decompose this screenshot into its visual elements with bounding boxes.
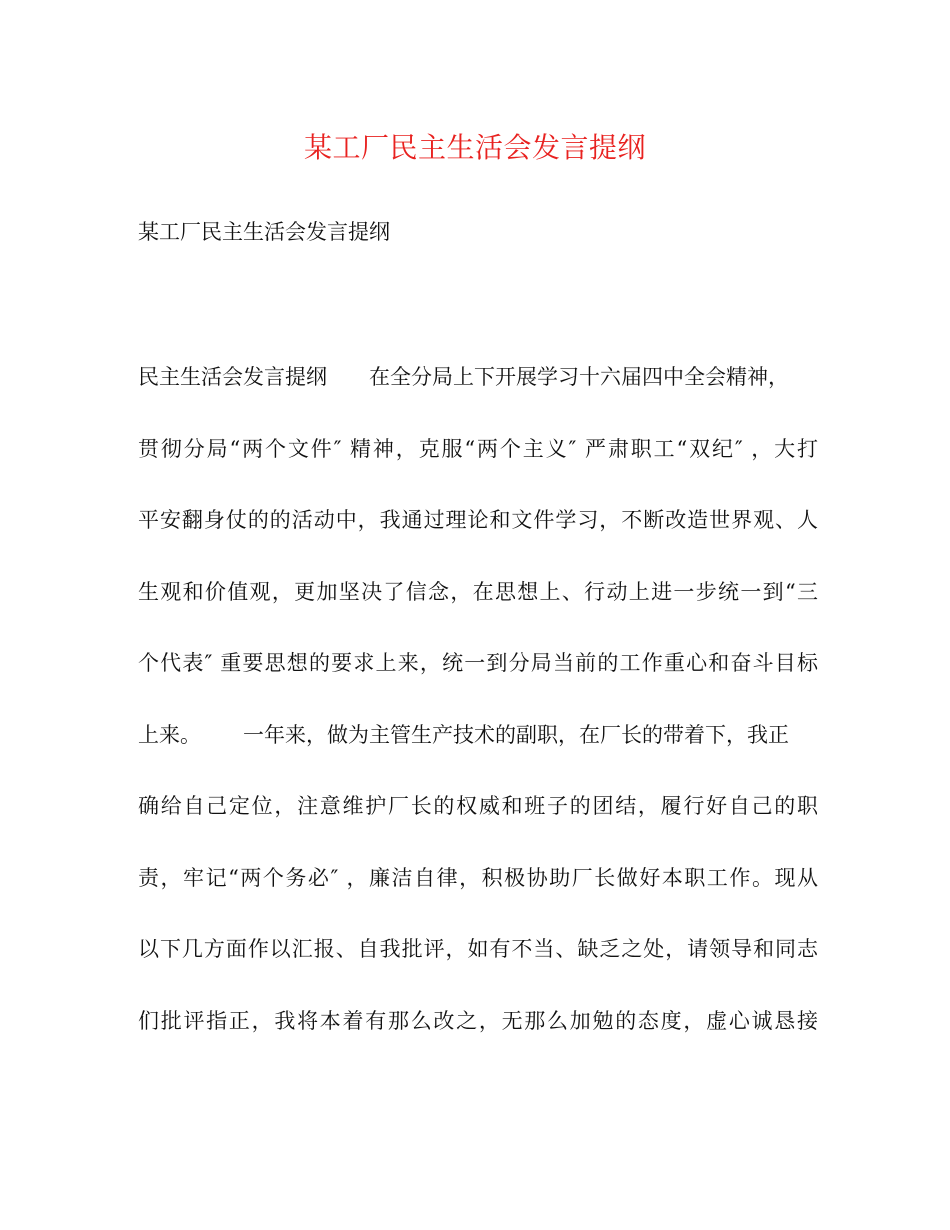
document-subtitle: 某工厂民主生活会发言提纲 (138, 220, 390, 244)
document-title: 某工厂民主生活会发言提纲 (303, 131, 646, 164)
section-heading: 民主生活会发言提纲 (138, 365, 327, 389)
body-line-6-text: 一年来，做为主管生产技术的副职，在厂长的带着下，我正 (243, 722, 789, 747)
body-line-4: 生观和价值观，更加坚决了信念，在思想上、行动上进一步统一到“三 (138, 579, 818, 604)
body-line-10: 们批评指正，我将本着有那么改之，无那么加勉的态度，虚心诚恳接 (138, 1008, 818, 1033)
body-line-9: 以下几方面作以汇报、自我批评，如有不当、缺乏之处，请领导和同志 (138, 937, 818, 961)
body-line-1 (138, 360, 818, 432)
body-line-1-text: 在全分局上下开展学习十六届四中全会精神， (369, 365, 789, 389)
body-line-5: 个代表″ 重要思想的要求上来，统一到分局当前的工作重心和奋斗目标 (138, 651, 818, 675)
body-line-7: 确给自己定位，注意维护厂长的权威和班子的团结，履行好自己的职 (138, 794, 818, 818)
body-line-6-start: 上来。 (138, 722, 201, 747)
body-line-8: 责，牢记“两个务必″ ，廉洁自律，积极协助厂长做好本职工作。现从 (138, 865, 818, 890)
body-line-3: 平安翻身仗的的活动中，我通过理论和文件学习，不断改造世界观、人 (138, 508, 818, 532)
body-line-6 (138, 718, 818, 790)
document-body (138, 360, 818, 1075)
body-line-2: 贯彻分局“两个文件″ 精神，克服“两个主义″ 严肃职工“双纪″ ，大打 (138, 436, 818, 461)
